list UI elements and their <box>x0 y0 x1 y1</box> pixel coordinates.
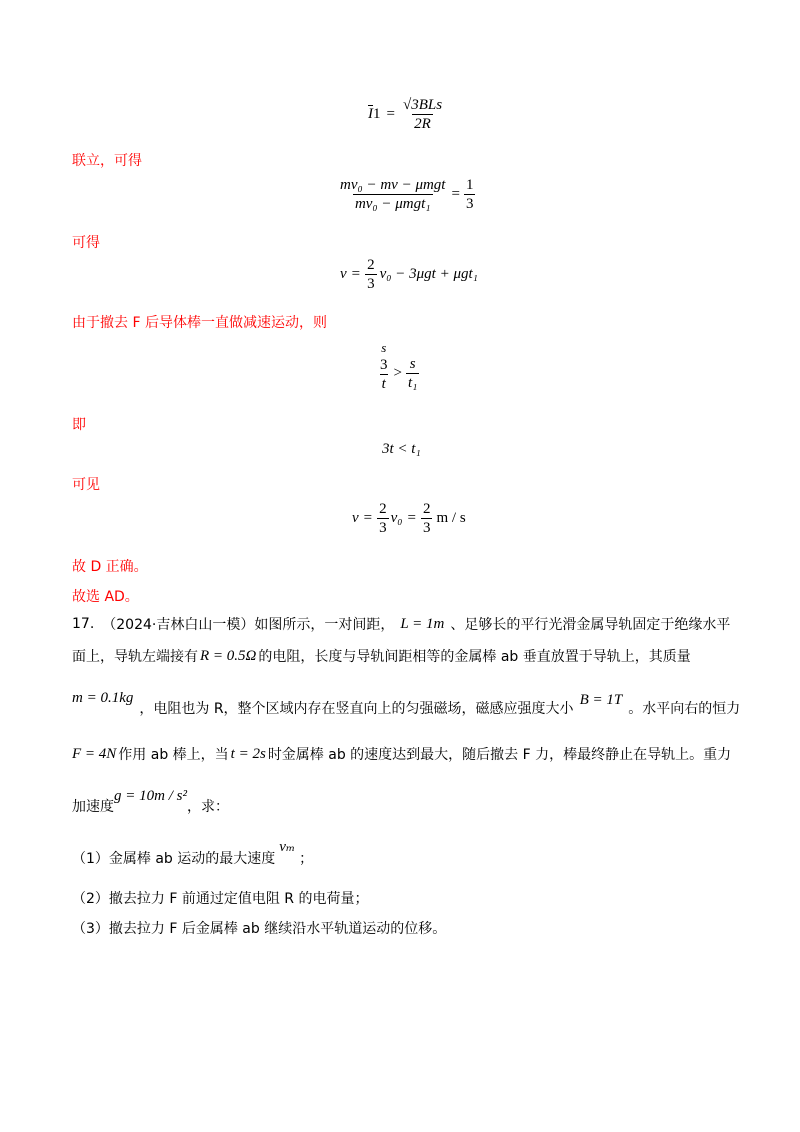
q17-text-4a: 作用 ab 棒上，当 <box>118 747 229 763</box>
eq6-mid: v₀ <box>390 510 403 526</box>
q17-subquestion-2: （2）撤去拉力 F 前通过定值电阻 R 的电荷量； <box>72 891 369 907</box>
eq1-numerator: √3BLs <box>402 97 443 113</box>
q17-text-2b: 的电阻，长度与导轨间距相等的金属棒 ab 垂直放置于导轨上，其质量 <box>258 649 691 665</box>
eq4-top: s <box>381 340 387 355</box>
q17-line-1 <box>72 614 730 634</box>
eq4-rhs-num: s <box>409 356 416 372</box>
eq1-denominator: 2R <box>414 116 431 132</box>
q17-sub1-text: （1）金属棒 ab 运动的最大速度 <box>72 851 276 867</box>
q17-var-g: g = 10m / s² <box>114 787 187 804</box>
question-number: 17. <box>72 616 95 632</box>
text-since-remove-f: 由于撤去 F 后导体棒一直做减速运动，则 <box>72 315 327 331</box>
q17-text-1b: 、足够长的平行光滑金属导轨固定于绝缘水平 <box>450 617 731 633</box>
q17-var-vm: vₘ <box>279 838 296 855</box>
text-visible: 可见 <box>72 477 100 493</box>
q17-var-F: F = 4N <box>72 745 117 762</box>
q17-line-3 <box>72 689 741 718</box>
q17-line-2 <box>72 646 691 666</box>
eq6-c1-den: 3 <box>379 520 387 536</box>
q17-var-R: R = 0.5Ω <box>200 647 257 664</box>
equation-final-velocity: v = $\frac{2}{3}$ v₀ = $\frac{2}{3}$ m / s <box>352 501 466 536</box>
question-source: （2024·吉林白山一模） <box>102 617 255 633</box>
q17-subquestion-1 <box>72 838 314 868</box>
q17-text-5b: ，求： <box>186 799 229 815</box>
eq6-c2-num: 2 <box>422 501 431 517</box>
q17-var-L: L = 1m <box>400 615 445 632</box>
equation-velocity: v = $\frac{2}{3}$ v₀ − 3μgt + μgt₁ <box>340 257 478 292</box>
eq4-mid: 3 <box>380 357 388 373</box>
equation-current: $\overline{I}$ 1 = $\frac{\text{√3BLs}}{2R}$ <box>368 97 443 132</box>
eq2-numerator: mv₀ − mv − μmgt <box>340 177 446 193</box>
q17-var-t: t = 2s <box>230 745 266 762</box>
q17-var-B: B = 1T <box>579 691 623 708</box>
eq1-lhs: $\overline{I}$ <box>368 106 373 122</box>
eq4-bot: t <box>381 376 386 392</box>
q17-text-3b: 。水平向右的恒力 <box>628 701 741 717</box>
eq4-rhs-den: t₁ <box>407 375 418 391</box>
eq3-coef-num: 2 <box>367 257 375 273</box>
q17-sub1-end: ； <box>299 851 314 867</box>
q17-line-5 <box>72 787 229 816</box>
eq2-rhs-den: 3 <box>465 196 474 212</box>
q17-subquestion-3: （3）撤去拉力 F 后金属棒 ab 继续沿水平轨道运动的位移。 <box>72 921 447 937</box>
text-d-correct: 故 D 正确。 <box>72 559 148 575</box>
eq2-denominator: mv₀ − μmgt₁ <box>354 196 431 212</box>
eq6-unit: m / s <box>436 510 466 526</box>
q17-text-3a: ，电阻也为 R，整个区域内存在竖直向上的匀强磁场，磁感应强度大小 <box>139 701 574 717</box>
text-joint: 联立，可得 <box>72 153 142 169</box>
eq6-c1-num: 2 <box>379 501 387 517</box>
q17-text-5a: 加速度 <box>72 799 114 815</box>
eq6-lhs: v <box>352 510 359 526</box>
q17-var-m: m = 0.1kg <box>72 689 134 706</box>
text-obtain: 可得 <box>72 235 100 251</box>
eq1-lhs-sub: 1 <box>373 106 381 122</box>
q17-text-1a: 如图所示，一对间距， <box>254 617 395 633</box>
text-choose-ad: 故选 AD。 <box>72 589 139 605</box>
eq3-lhs: v <box>340 266 347 282</box>
equation-ratio: $\frac{\text{mv₀ − mv − μmgt}}{\text{mv₀ − μmgt₁}}$ = $\frac{1}{3}$ <box>340 177 474 212</box>
q17-text-4b: 时金属棒 ab 的速度达到最大，随后撤去 F 力，棒最终静止在导轨上。重力 <box>267 747 732 763</box>
equation-time-inequality: 3t < t₁ <box>382 441 421 457</box>
eq2-rhs-num: 1 <box>465 177 474 193</box>
eq6-c2-den: 3 <box>422 520 431 536</box>
text-namely: 即 <box>72 417 86 433</box>
q17-text-2a: 面上，导轨左端接有 <box>72 649 198 665</box>
eq3-coef-den: 3 <box>367 276 375 292</box>
eq3-rest: v₀ − 3μgt + μgt₁ <box>379 266 478 282</box>
q17-line-4 <box>72 744 731 764</box>
equation-inequality: s $\frac{3}{t}$ > $\frac{s}{\text{t₁}}$ <box>380 340 418 392</box>
